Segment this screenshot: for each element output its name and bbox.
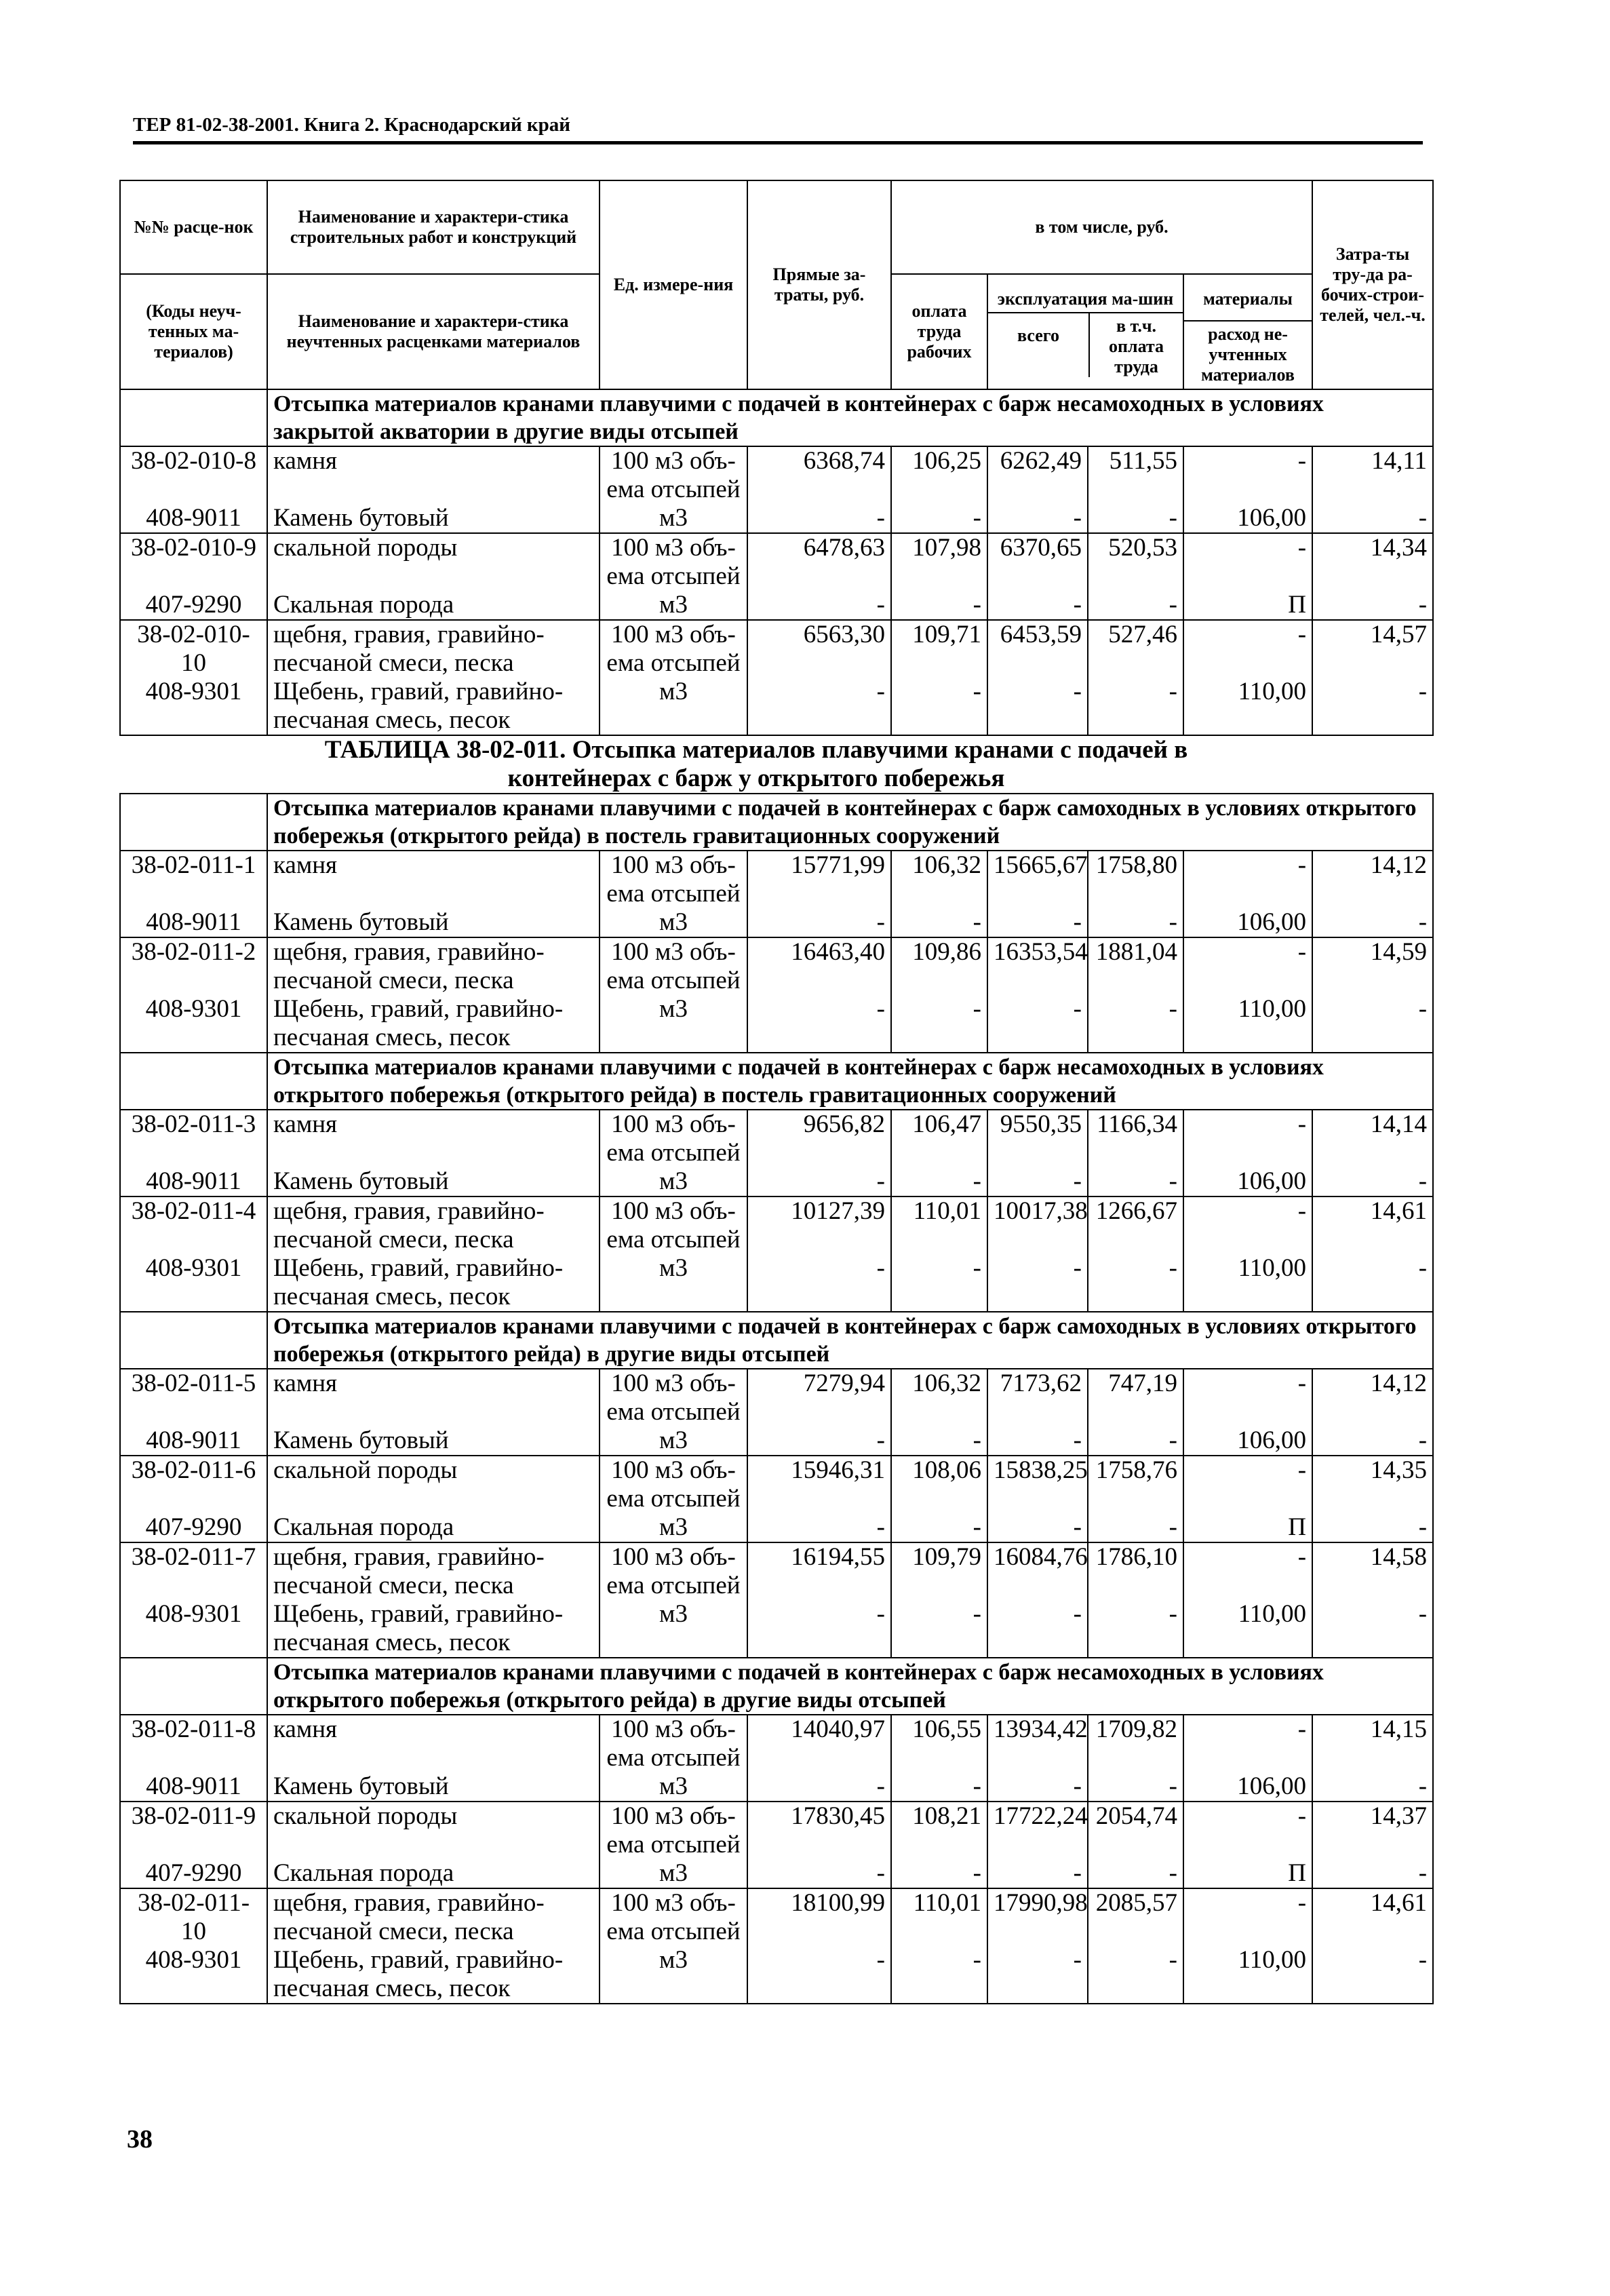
machines-labor-pay: 2085,57 — [1088, 1888, 1183, 1946]
direct-cost: 6478,63 — [747, 533, 891, 591]
material-direct: - — [747, 1772, 891, 1802]
table-row — [120, 1802, 1433, 1859]
labor-pay: 106,47 — [891, 1110, 987, 1167]
material-code: 408-9301 — [120, 1946, 267, 2004]
table-row — [120, 620, 1433, 678]
materials-cost: - — [1183, 937, 1312, 995]
material-machines-labor: - — [1088, 1426, 1183, 1456]
material-pay: - — [891, 1426, 987, 1456]
material-row — [120, 1772, 1433, 1802]
table-row — [120, 1456, 1433, 1513]
section-heading: Отсыпка материалов кранами плавучими с подачей в контейнерах с барж несамоходных в условиях закрытой акватории в другие виды отсыпей — [267, 389, 1433, 446]
material-unit: м3 — [600, 1167, 747, 1196]
material-direct: - — [747, 591, 891, 620]
material-consumption: П — [1183, 591, 1312, 620]
work-name: камня — [267, 1715, 600, 1772]
rates-table — [119, 180, 1434, 2004]
material-row — [120, 1426, 1433, 1456]
direct-cost: 9656,82 — [747, 1110, 891, 1167]
rate-code: 38-02-011-3 — [120, 1110, 267, 1167]
col-machines-total-header: всего — [1017, 326, 1059, 345]
machines-labor-pay: 1786,10 — [1088, 1542, 1183, 1600]
rate-code: 38-02-010-10 — [120, 620, 267, 678]
unit: 100 м3 объ-ема отсыпей — [600, 937, 747, 995]
material-labor: - — [1312, 1426, 1433, 1456]
material-code: 408-9301 — [120, 995, 267, 1053]
materials-cost: - — [1183, 1196, 1312, 1254]
material-machines-labor: - — [1088, 1513, 1183, 1542]
section-code-cell — [120, 1658, 267, 1715]
unit: 100 м3 объ-ема отсыпей — [600, 1542, 747, 1600]
material-machines-labor: - — [1088, 591, 1183, 620]
material-machines-labor: - — [1088, 1167, 1183, 1196]
material-machines: - — [987, 504, 1088, 533]
material-consumption: 106,00 — [1183, 504, 1312, 533]
material-labor: - — [1312, 1513, 1433, 1542]
unit: 100 м3 объ-ема отсыпей — [600, 1715, 747, 1772]
material-unit: м3 — [600, 1600, 747, 1658]
material-labor: - — [1312, 1600, 1433, 1658]
material-row — [120, 1254, 1433, 1312]
material-code: 408-9011 — [120, 504, 267, 533]
material-row — [120, 1859, 1433, 1888]
material-consumption: 110,00 — [1183, 1254, 1312, 1312]
material-consumption: 110,00 — [1183, 1600, 1312, 1658]
material-direct: - — [747, 678, 891, 735]
material-row — [120, 1600, 1433, 1658]
material-pay: - — [891, 1859, 987, 1888]
material-direct: - — [747, 1859, 891, 1888]
col-unit-header: Ед. измере-ния — [600, 180, 747, 389]
material-consumption: 110,00 — [1183, 678, 1312, 735]
rate-code: 38-02-011-5 — [120, 1369, 267, 1426]
direct-cost: 6368,74 — [747, 446, 891, 504]
machines-labor-pay: 747,19 — [1088, 1369, 1183, 1426]
material-row — [120, 995, 1433, 1053]
rate-code: 38-02-011-4 — [120, 1196, 267, 1254]
work-name: камня — [267, 446, 600, 504]
material-machines-labor: - — [1088, 995, 1183, 1053]
material-consumption: 110,00 — [1183, 995, 1312, 1053]
unit: 100 м3 объ-ема отсыпей — [600, 1802, 747, 1859]
machines-labor-pay: 527,46 — [1088, 620, 1183, 678]
table-row — [120, 446, 1433, 504]
material-code: 408-9011 — [120, 1772, 267, 1802]
work-name: щебня, гравия, гравийно-песчаной смеси, песка — [267, 1196, 600, 1254]
material-pay: - — [891, 1772, 987, 1802]
material-pay: - — [891, 1167, 987, 1196]
rate-code: 38-02-011-9 — [120, 1802, 267, 1859]
machines-total: 17990,98 — [987, 1888, 1088, 1946]
rate-code: 38-02-011-10 — [120, 1888, 267, 1946]
material-machines: - — [987, 1946, 1088, 2004]
material-machines-labor: - — [1088, 908, 1183, 937]
machines-total: 13934,42 — [987, 1715, 1088, 1772]
material-pay: - — [891, 1600, 987, 1658]
labor-pay: 108,21 — [891, 1802, 987, 1859]
material-unit: м3 — [600, 1513, 747, 1542]
material-direct: - — [747, 1426, 891, 1456]
table-row — [120, 937, 1433, 995]
material-name: Скальная порода — [267, 1513, 600, 1542]
machines-labor-pay: 511,55 — [1088, 446, 1183, 504]
labor-hours: 14,12 — [1312, 851, 1433, 908]
machines-labor-pay: 1758,80 — [1088, 851, 1183, 908]
material-row — [120, 591, 1433, 620]
work-name: щебня, гравия, гравийно-песчаной смеси, песка — [267, 937, 600, 995]
col-labor-header: Затра-ты тру-да ра-бочих-строи-телей, чел.-ч. — [1312, 180, 1433, 389]
materials-cost: - — [1183, 1888, 1312, 1946]
col-pay-header: оплата труда рабочих — [891, 274, 987, 389]
material-labor: - — [1312, 1254, 1433, 1312]
labor-pay: 109,86 — [891, 937, 987, 995]
materials-cost: - — [1183, 1542, 1312, 1600]
material-labor: - — [1312, 908, 1433, 937]
material-machines: - — [987, 995, 1088, 1053]
material-name: Камень бутовый — [267, 504, 600, 533]
labor-hours: 14,57 — [1312, 620, 1433, 678]
labor-pay: 106,32 — [891, 851, 987, 908]
materials-cost: - — [1183, 533, 1312, 591]
material-machines-labor: - — [1088, 1772, 1183, 1802]
rate-code: 38-02-011-6 — [120, 1456, 267, 1513]
material-unit: м3 — [600, 1772, 747, 1802]
direct-cost: 15946,31 — [747, 1456, 891, 1513]
machines-total: 16084,76 — [987, 1542, 1088, 1600]
labor-pay: 106,25 — [891, 446, 987, 504]
material-unit: м3 — [600, 995, 747, 1053]
labor-hours: 14,15 — [1312, 1715, 1433, 1772]
col-code-header: №№ расце-нок — [120, 180, 267, 274]
labor-hours: 14,37 — [1312, 1802, 1433, 1859]
material-name: Щебень, гравий, гравийно-песчаная смесь, песок — [267, 678, 600, 735]
material-machines-labor: - — [1088, 1946, 1183, 2004]
material-consumption: 106,00 — [1183, 908, 1312, 937]
table-row — [120, 1369, 1433, 1426]
unit: 100 м3 объ-ема отсыпей — [600, 851, 747, 908]
materials-cost: - — [1183, 1715, 1312, 1772]
machines-total: 9550,35 — [987, 1110, 1088, 1167]
table-row — [120, 1715, 1433, 1772]
material-code: 408-9301 — [120, 1254, 267, 1312]
machines-total: 17722,24 — [987, 1802, 1088, 1859]
material-machines: - — [987, 591, 1088, 620]
material-direct: - — [747, 995, 891, 1053]
material-code: 408-9301 — [120, 678, 267, 735]
labor-pay: 110,01 — [891, 1196, 987, 1254]
material-row — [120, 1513, 1433, 1542]
work-name: щебня, гравия, гравийно-песчаной смеси, песка — [267, 620, 600, 678]
material-pay: - — [891, 591, 987, 620]
labor-pay: 109,79 — [891, 1542, 987, 1600]
material-direct: - — [747, 1600, 891, 1658]
col-incl-header: в том числе, руб. — [891, 180, 1312, 274]
material-machines: - — [987, 1772, 1088, 1802]
col-code-alt-header: (Коды неуч-тенных ма-териалов) — [120, 274, 267, 389]
machines-labor-pay: 1709,82 — [1088, 1715, 1183, 1772]
material-name: Скальная порода — [267, 1859, 600, 1888]
material-labor: - — [1312, 1772, 1433, 1802]
material-labor: - — [1312, 995, 1433, 1053]
table-row — [120, 1110, 1433, 1167]
material-name: Щебень, гравий, гравийно-песчаная смесь, песок — [267, 1600, 600, 1658]
unit: 100 м3 объ-ема отсыпей — [600, 1110, 747, 1167]
material-labor: - — [1312, 678, 1433, 735]
materials-cost: - — [1183, 1456, 1312, 1513]
work-name: скальной породы — [267, 1802, 600, 1859]
material-code: 407-9290 — [120, 1859, 267, 1888]
section-heading: Отсыпка материалов кранами плавучими с подачей в контейнерах с барж самоходных в условиях открытого побережья (открытого рейда) в постель гравитационных сооружений — [267, 794, 1433, 851]
machines-total: 6370,65 — [987, 533, 1088, 591]
material-consumption: 106,00 — [1183, 1772, 1312, 1802]
material-pay: - — [891, 908, 987, 937]
materials-cost: - — [1183, 620, 1312, 678]
direct-cost: 15771,99 — [747, 851, 891, 908]
material-consumption: 106,00 — [1183, 1426, 1312, 1456]
labor-hours: 14,35 — [1312, 1456, 1433, 1513]
unit: 100 м3 объ-ема отсыпей — [600, 1196, 747, 1254]
material-labor: - — [1312, 504, 1433, 533]
machines-total: 16353,54 — [987, 937, 1088, 995]
material-pay: - — [891, 678, 987, 735]
labor-hours: 14,34 — [1312, 533, 1433, 591]
rate-code: 38-02-011-8 — [120, 1715, 267, 1772]
material-name: Камень бутовый — [267, 1426, 600, 1456]
machines-labor-pay: 1758,76 — [1088, 1456, 1183, 1513]
material-name: Камень бутовый — [267, 908, 600, 937]
material-machines: - — [987, 1859, 1088, 1888]
section-heading: Отсыпка материалов кранами плавучими с подачей в контейнерах с барж самоходных в условиях открытого побережья (открытого рейда) в другие виды отсыпей — [267, 1312, 1433, 1369]
material-pay: - — [891, 1946, 987, 2004]
unit: 100 м3 объ-ема отсыпей — [600, 1888, 747, 1946]
material-machines-labor: - — [1088, 1859, 1183, 1888]
rate-code: 38-02-011-1 — [120, 851, 267, 908]
material-pay: - — [891, 995, 987, 1053]
material-machines: - — [987, 908, 1088, 937]
direct-cost: 17830,45 — [747, 1802, 891, 1859]
labor-hours: 14,59 — [1312, 937, 1433, 995]
material-unit: м3 — [600, 678, 747, 735]
material-row — [120, 908, 1433, 937]
material-machines: - — [987, 1600, 1088, 1658]
materials-cost: - — [1183, 446, 1312, 504]
table-row — [120, 1888, 1433, 1946]
material-labor: - — [1312, 1946, 1433, 2004]
rate-code: 38-02-011-7 — [120, 1542, 267, 1600]
material-machines: - — [987, 1254, 1088, 1312]
material-name: Камень бутовый — [267, 1772, 600, 1802]
machines-total: 15838,25 — [987, 1456, 1088, 1513]
material-row — [120, 1167, 1433, 1196]
materials-cost: - — [1183, 1110, 1312, 1167]
labor-hours: 14,58 — [1312, 1542, 1433, 1600]
material-code: 408-9011 — [120, 1167, 267, 1196]
direct-cost: 10127,39 — [747, 1196, 891, 1254]
material-machines: - — [987, 1167, 1088, 1196]
materials-cost: - — [1183, 1369, 1312, 1426]
materials-cost: - — [1183, 851, 1312, 908]
table-title: ТАБЛИЦА 38-02-011. Отсыпка материалов плавучими кранами с подачей в контейнерах с барж у открытого побережья — [324, 736, 1188, 792]
rate-code: 38-02-010-8 — [120, 446, 267, 504]
material-labor: - — [1312, 591, 1433, 620]
material-unit: м3 — [600, 1426, 747, 1456]
material-code: 408-9011 — [120, 1426, 267, 1456]
direct-cost: 14040,97 — [747, 1715, 891, 1772]
material-direct: - — [747, 504, 891, 533]
work-name: скальной породы — [267, 1456, 600, 1513]
table-row — [120, 533, 1433, 591]
unit: 100 м3 объ-ема отсыпей — [600, 1456, 747, 1513]
material-consumption: 106,00 — [1183, 1167, 1312, 1196]
machines-total: 6262,49 — [987, 446, 1088, 504]
material-row — [120, 1946, 1433, 2004]
page-header-title: ТЕР 81-02-38-2001. Книга 2. Краснодарский край — [133, 114, 570, 136]
machines-total: 7173,62 — [987, 1369, 1088, 1426]
material-name: Скальная порода — [267, 591, 600, 620]
labor-pay: 107,98 — [891, 533, 987, 591]
materials-cost: - — [1183, 1802, 1312, 1859]
material-machines-labor: - — [1088, 1600, 1183, 1658]
material-name: Щебень, гравий, гравийно-песчаная смесь, песок — [267, 1254, 600, 1312]
section-heading: Отсыпка материалов кранами плавучими с подачей в контейнерах с барж несамоходных в условиях открытого побережья (открытого рейда) в постель гравитационных сооружений — [267, 1053, 1433, 1110]
direct-cost: 6563,30 — [747, 620, 891, 678]
machines-labor-pay: 1881,04 — [1088, 937, 1183, 995]
labor-pay: 108,06 — [891, 1456, 987, 1513]
labor-hours: 14,12 — [1312, 1369, 1433, 1426]
machines-labor-pay: 520,53 — [1088, 533, 1183, 591]
material-pay: - — [891, 1513, 987, 1542]
machines-total: 10017,38 — [987, 1196, 1088, 1254]
machines-total: 6453,59 — [987, 620, 1088, 678]
unit: 100 м3 объ-ема отсыпей — [600, 620, 747, 678]
material-code: 407-9290 — [120, 1513, 267, 1542]
machines-labor-pay: 2054,74 — [1088, 1802, 1183, 1859]
table-row — [120, 851, 1433, 908]
rate-code: 38-02-010-9 — [120, 533, 267, 591]
material-direct: - — [747, 908, 891, 937]
rate-code: 38-02-011-2 — [120, 937, 267, 995]
material-machines: - — [987, 1426, 1088, 1456]
material-unit: м3 — [600, 504, 747, 533]
labor-hours: 14,11 — [1312, 446, 1433, 504]
direct-cost: 18100,99 — [747, 1888, 891, 1946]
col-machines-labor-header: в т.ч. оплата труда — [1088, 313, 1183, 377]
section-code-cell — [120, 1312, 267, 1369]
material-unit: м3 — [600, 591, 747, 620]
material-name: Камень бутовый — [267, 1167, 600, 1196]
work-name: камня — [267, 851, 600, 908]
material-unit: м3 — [600, 1946, 747, 2004]
material-name: Щебень, гравий, гравийно-песчаная смесь, песок — [267, 995, 600, 1053]
col-machines-header: эксплуатация ма-шин — [988, 286, 1183, 313]
labor-hours: 14,61 — [1312, 1196, 1433, 1254]
material-code: 407-9290 — [120, 591, 267, 620]
material-consumption: П — [1183, 1513, 1312, 1542]
labor-pay: 106,32 — [891, 1369, 987, 1426]
material-direct: - — [747, 1167, 891, 1196]
table-row — [120, 1542, 1433, 1600]
material-direct: - — [747, 1254, 891, 1312]
material-code: 408-9301 — [120, 1600, 267, 1658]
unit: 100 м3 объ-ема отсыпей — [600, 446, 747, 504]
work-name: щебня, гравия, гравийно-песчаной смеси, песка — [267, 1542, 600, 1600]
labor-pay: 106,55 — [891, 1715, 987, 1772]
material-unit: м3 — [600, 1859, 747, 1888]
material-name: Щебень, гравий, гравийно-песчаная смесь, песок — [267, 1946, 600, 2004]
material-direct: - — [747, 1946, 891, 2004]
material-row — [120, 678, 1433, 735]
unit: 100 м3 объ-ема отсыпей — [600, 1369, 747, 1426]
work-name: щебня, гравия, гравийно-песчаной смеси, песка — [267, 1888, 600, 1946]
material-row — [120, 504, 1433, 533]
direct-cost: 16463,40 — [747, 937, 891, 995]
col-name-header: Наименование и характери-стика строительных работ и конструкций — [267, 180, 600, 274]
machines-labor-pay: 1266,67 — [1088, 1196, 1183, 1254]
material-machines-labor: - — [1088, 1254, 1183, 1312]
section-code-cell — [120, 1053, 267, 1110]
col-direct-header: Прямые за-траты, руб. — [747, 180, 891, 389]
direct-cost: 7279,94 — [747, 1369, 891, 1426]
material-unit: м3 — [600, 908, 747, 937]
work-name: камня — [267, 1110, 600, 1167]
section-code-cell — [120, 389, 267, 446]
direct-cost: 16194,55 — [747, 1542, 891, 1600]
material-code: 408-9011 — [120, 908, 267, 937]
material-pay: - — [891, 504, 987, 533]
material-labor: - — [1312, 1859, 1433, 1888]
material-consumption: П — [1183, 1859, 1312, 1888]
material-unit: м3 — [600, 1254, 747, 1312]
material-consumption: 110,00 — [1183, 1946, 1312, 2004]
machines-total: 15665,67 — [987, 851, 1088, 908]
labor-pay: 109,71 — [891, 620, 987, 678]
labor-hours: 14,14 — [1312, 1110, 1433, 1167]
machines-labor-pay: 1166,34 — [1088, 1110, 1183, 1167]
section-code-cell — [120, 794, 267, 851]
work-name: камня — [267, 1369, 600, 1426]
page-number: 38 — [127, 2125, 153, 2154]
col-materials-unacc-header: расход не-учтенных материалов — [1201, 324, 1295, 385]
header-rule — [133, 141, 1423, 144]
col-materials-header: материалы — [1184, 278, 1312, 322]
material-labor: - — [1312, 1167, 1433, 1196]
unit: 100 м3 объ-ема отсыпей — [600, 533, 747, 591]
col-name-alt-header: Наименование и характери-стика неучтенных расценками материалов — [267, 274, 600, 389]
section-heading: Отсыпка материалов кранами плавучими с подачей в контейнерах с барж несамоходных в условиях открытого побережья (открытого рейда) в другие виды отсыпей — [267, 1658, 1433, 1715]
material-machines-labor: - — [1088, 504, 1183, 533]
labor-hours: 14,61 — [1312, 1888, 1433, 1946]
work-name: скальной породы — [267, 533, 600, 591]
labor-pay: 110,01 — [891, 1888, 987, 1946]
material-pay: - — [891, 1254, 987, 1312]
material-machines-labor: - — [1088, 678, 1183, 735]
material-machines: - — [987, 1513, 1088, 1542]
table-row — [120, 1196, 1433, 1254]
material-machines: - — [987, 678, 1088, 735]
material-direct: - — [747, 1513, 891, 1542]
